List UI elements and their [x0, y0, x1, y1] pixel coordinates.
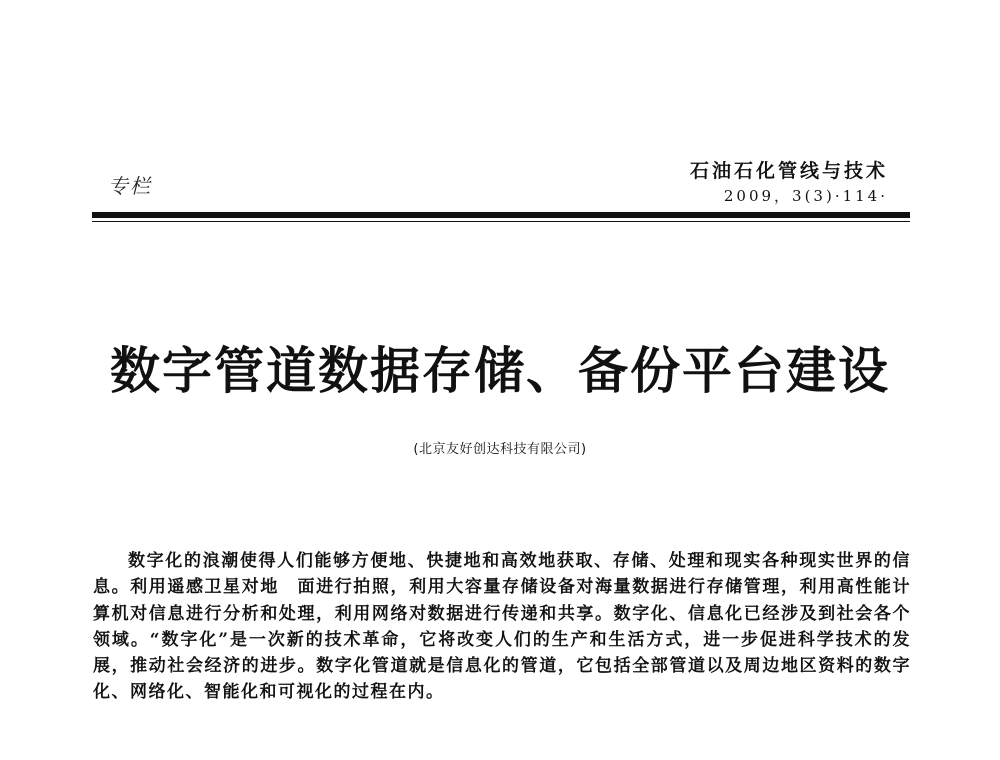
header-rule-thick [92, 212, 910, 218]
author-affiliation: (北京友好创达科技有限公司) [413, 442, 587, 457]
section-label: 专栏 [108, 174, 152, 198]
journal-issue: 2009，3(3)·114· [723, 187, 888, 205]
body-paragraph: 数字化的浪潮使得人们能够方便地、快捷地和高效地获取、存储、处理和现实各种现实世界的信息。利用遥感卫星对地 面进行拍照，利用大容量存储设备对海量数据进行存储管理，利用高性能计算机对信息进行分析和处理，利用网络对数据进行传递和共享。数字化、信息化已经涉及到社会各个领域。“数字化”是一次新的技术革命，它将改变人们的生产和生活方式，进一步促进科学技术的发展，推动社会经济的进步。数字化管道就是信息化的管道，它包括全部管道以及周边地区资料的数字化、网络化、智能化和可视化的过程在内。 [93, 551, 911, 703]
journal-header [690, 158, 888, 208]
journal-name: 石油石化管线与技术 [689, 160, 888, 182]
article-title: 数字管道数据存储、备份平台建设 [110, 342, 890, 400]
header-rule-thin [92, 221, 910, 222]
